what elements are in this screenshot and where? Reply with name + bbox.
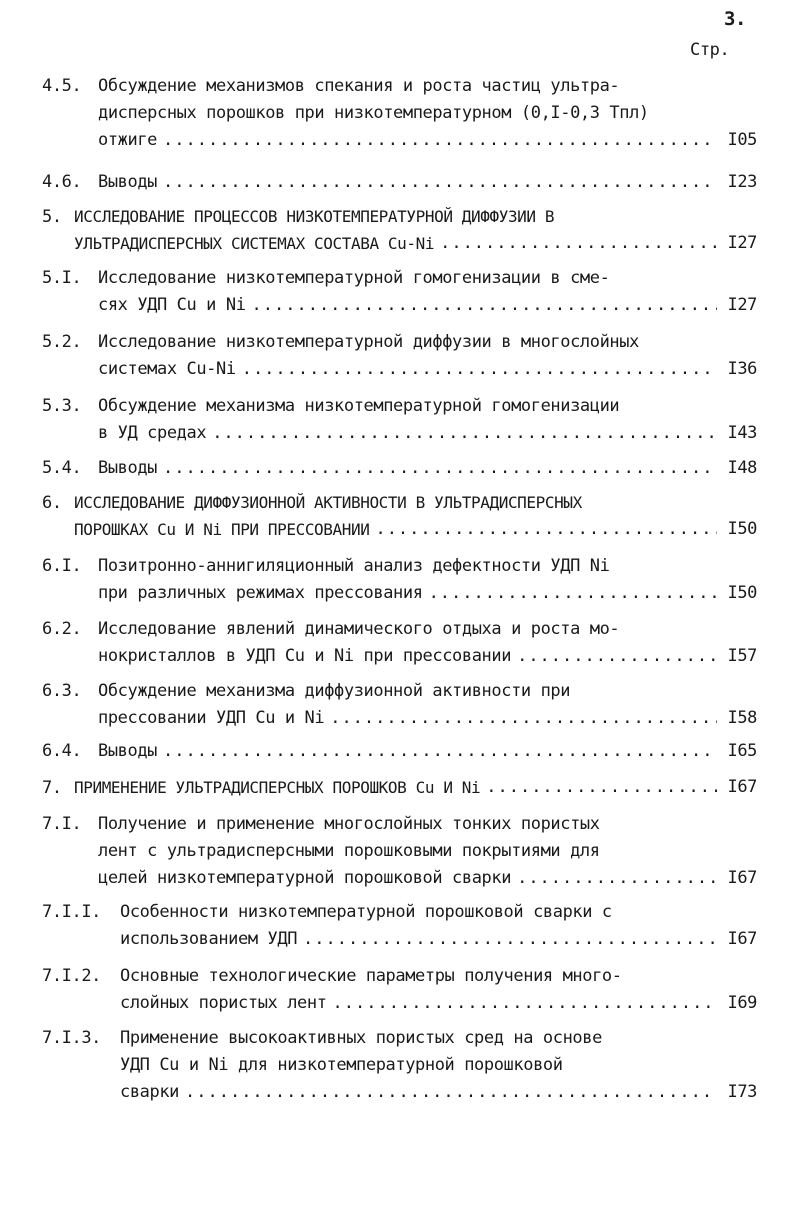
entry-number: 4.5. (42, 76, 82, 96)
entry-page: I69 (727, 993, 757, 1013)
entry-number: 6. (42, 493, 62, 513)
dot-leader (429, 580, 717, 607)
toc-entry-6-1 (42, 553, 757, 607)
page-number: 3. (724, 8, 747, 30)
toc-entry-5 (42, 203, 757, 257)
entry-title-line: отжиге (98, 130, 158, 150)
toc-entry-7-1-2 (42, 963, 757, 1017)
entry-page: I43 (727, 423, 757, 443)
entry-number: 5.2. (42, 332, 82, 352)
entry-title-line: слойных пористых лент (120, 993, 327, 1013)
toc-entry-6-3 (42, 678, 757, 732)
entry-title-line: Исследование низкотемпературной диффузии в многослойных (98, 332, 639, 352)
entry-title-line: системах Cu-Ni (98, 359, 236, 379)
toc-entry-7-1 (42, 811, 757, 892)
toc-entry-6-4 (42, 738, 757, 765)
entry-page: I58 (727, 708, 757, 728)
dot-leader (185, 1079, 717, 1106)
entry-number: 6.2. (42, 619, 82, 639)
toc-entry-5-2 (42, 329, 757, 383)
toc-entry-6 (42, 489, 757, 543)
dot-leader (242, 356, 717, 383)
entry-title-line: Позитронно-аннигиляционный анализ дефектности УДП Ni (98, 556, 610, 576)
dot-leader (163, 738, 717, 765)
entry-page: I27 (727, 295, 757, 315)
dot-leader (163, 169, 717, 196)
entry-title-line: УЛЬТРАДИСПЕРСНЫХ СИСТЕМАХ СОСТАВА Cu-Ni (74, 234, 435, 253)
entry-number: 5. (42, 207, 62, 227)
entry-title-line: Выводы (98, 458, 158, 478)
dot-leader (252, 292, 717, 319)
entry-number: 7.I.3. (42, 1028, 102, 1048)
toc-entry-7-1-3 (42, 1025, 757, 1106)
dot-leader (375, 516, 717, 543)
entry-page: I50 (727, 583, 757, 603)
entry-title-line: при различных режимах прессования (98, 583, 423, 603)
dot-leader (486, 774, 717, 801)
entry-title-line: Выводы (98, 741, 158, 761)
entry-number: 5.4. (42, 458, 82, 478)
entry-page: I67 (727, 929, 757, 949)
toc-entry-7-1-1 (42, 899, 757, 953)
toc-entry-6-2 (42, 616, 757, 670)
entry-page: I05 (727, 130, 757, 150)
entry-title-line: ПОРОШКАХ Cu И Ni ПРИ ПРЕССОВАНИИ (74, 520, 370, 539)
entry-page: I23 (727, 172, 757, 192)
entry-title-line: Применение высокоактивных пористых сред на основе (120, 1028, 602, 1048)
entry-title-line: Обсуждение механизма низкотемпературной гомогенизации (98, 396, 620, 416)
dot-leader (163, 455, 717, 482)
entry-title-line: лент с ультрадисперсными порошковыми покрытиями для (98, 841, 600, 861)
entry-title-line: целей низкотемпературной порошковой сварки (98, 868, 512, 888)
entry-title-line: сварки (120, 1082, 180, 1102)
entry-number: 5.I. (42, 268, 82, 288)
entry-title-line: ИССЛЕДОВАНИЕ ДИФФУЗИОННОЙ АКТИВНОСТИ В УЛЬТРАДИСПЕРСНЫХ (74, 493, 582, 512)
entry-number: 6.3. (42, 681, 82, 701)
entry-title-line: УДП Cu и Ni для низкотемпературной порошковой (120, 1055, 563, 1075)
toc-entry-5-4 (42, 455, 757, 482)
entry-title-line: использованием УДП (120, 929, 298, 949)
entry-number: 7.I. (42, 814, 82, 834)
entry-page: I50 (727, 519, 757, 539)
entry-page: I65 (727, 741, 757, 761)
dot-leader (303, 926, 717, 953)
entry-title-line: Исследование низкотемпературной гомогенизации в сме- (98, 268, 610, 288)
dot-leader (440, 230, 717, 257)
entry-title-line: Исследование явлений динамического отдыха и роста мо- (98, 619, 620, 639)
entry-page: I67 (727, 868, 757, 888)
entry-title-line: ИССЛЕДОВАНИЕ ПРОЦЕССОВ НИЗКОТЕМПЕРАТУРНОЙ ДИФФУЗИИ В (74, 207, 555, 226)
entry-number: 7.I.2. (42, 966, 102, 986)
entry-number: 7.I.I. (42, 902, 102, 922)
entry-page: I36 (727, 359, 757, 379)
entry-title-line: Обсуждение механизма диффузионной активности при (98, 681, 571, 701)
entry-number: 5.3. (42, 396, 82, 416)
entry-title-line: Выводы (98, 172, 158, 192)
entry-title-line: ПРИМЕНЕНИЕ УЛЬТРАДИСПЕРСНЫХ ПОРОШКОВ Cu И Ni (74, 778, 481, 797)
page-column-label: Стр. (690, 40, 730, 60)
toc-entry-4-6 (42, 169, 757, 196)
entry-page: I48 (727, 458, 757, 478)
entry-title-line: Обсуждение механизмов спекания и роста частиц ультра- (98, 76, 620, 96)
entry-page: I73 (727, 1082, 757, 1102)
entry-title-line: Особенности низкотемпературной порошковой сварки с (120, 902, 612, 922)
entry-number: 6.4. (42, 741, 82, 761)
entry-title-line: прессовании УДП Cu и Ni (98, 708, 325, 728)
entry-number: 7. (42, 778, 62, 798)
entry-page: I67 (727, 777, 757, 797)
dot-leader (517, 865, 717, 892)
entry-number: 4.6. (42, 172, 82, 192)
toc-entry-4-5 (42, 73, 757, 154)
toc-entry-5-3 (42, 393, 757, 447)
entry-page: I57 (727, 646, 757, 666)
entry-title-line: в УД средах (98, 423, 207, 443)
dot-leader (212, 420, 717, 447)
dot-leader (333, 990, 717, 1017)
toc-entry-7 (42, 774, 757, 801)
entry-title-line: нокристаллов в УДП Cu и Ni при прессовании (98, 646, 512, 666)
entry-title-line: Основные технологические параметры получения много- (120, 966, 622, 986)
entry-title-line: Получение и применение многослойных тонких пористых (98, 814, 600, 834)
dot-leader (517, 643, 717, 670)
dot-leader (163, 127, 717, 154)
entry-page: I27 (727, 233, 757, 253)
dot-leader (330, 705, 717, 732)
entry-title-line: сях УДП Cu и Ni (98, 295, 246, 315)
entry-number: 6.I. (42, 556, 82, 576)
toc-entry-5-1 (42, 265, 757, 319)
entry-title-line: дисперсных порошков при низкотемпературном (0,I-0,3 Tпл) (98, 103, 649, 123)
